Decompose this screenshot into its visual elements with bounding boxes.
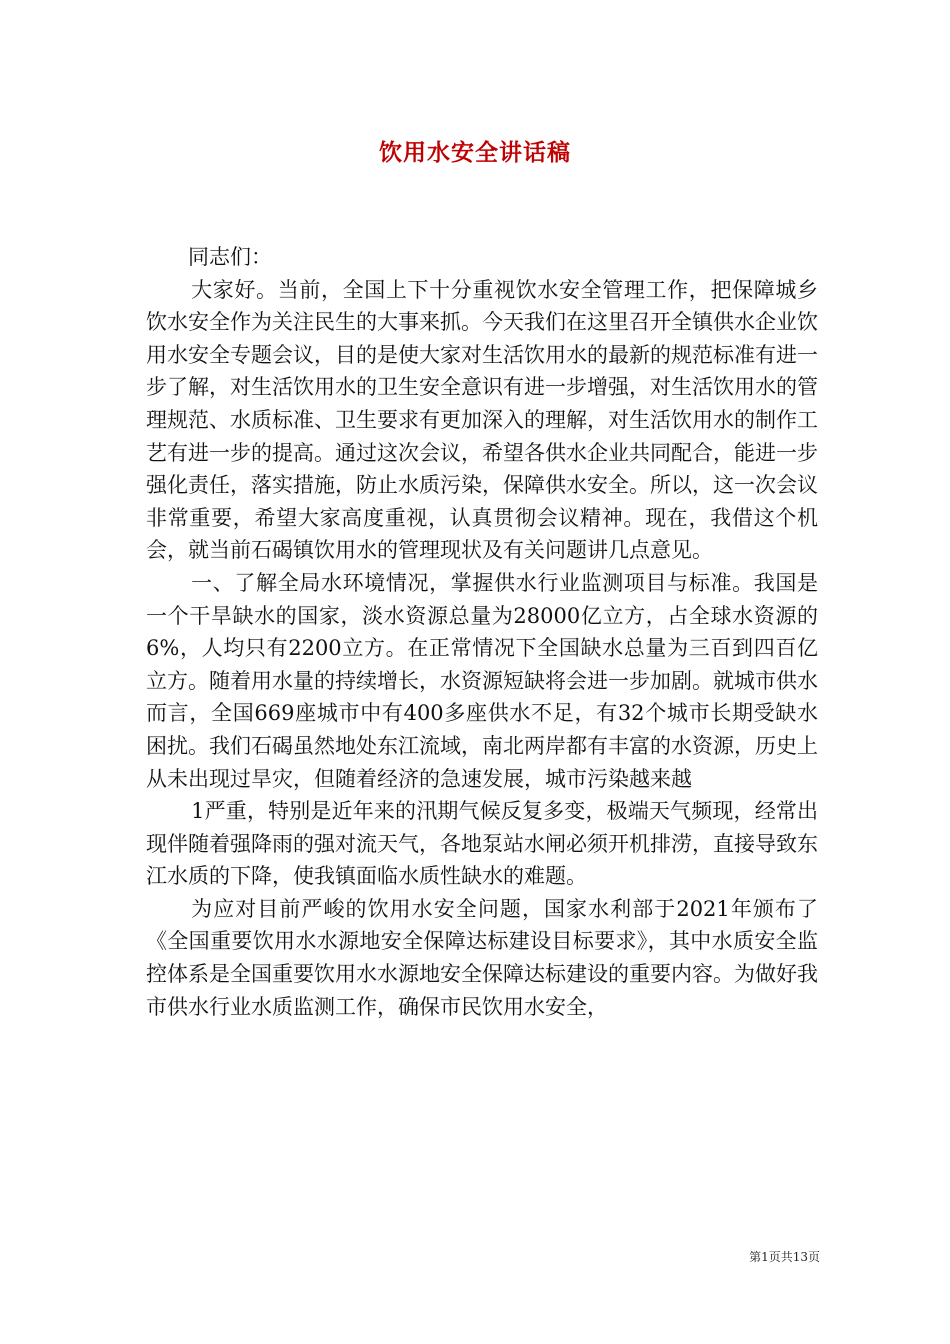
continuation-paragraph: 1严重，特别是近年来的汛期气候反复多变，极端天气频现，经常出现伴随着强降雨的强对流天气，各地泵站水闸必须开机排涝，直接导致东江水质的下降，使我镇面临水质性缺水的难题。 xyxy=(146,799,818,889)
document-body xyxy=(146,241,818,1023)
section-one-paragraph: 一、了解全局水环境情况，掌握供水行业监测项目与标准。我国是一个干旱缺水的国家，淡水资源总量为28000亿立方，占全球水资源的6%，人均只有2200立方。在正常情况下全国缺水总量为三百到四百亿立方。随着用水量的持续增长，水资源短缺将会进一步加剧。就城市供水而言，全国669座城市中有400多座供水不足，有32个城市长期受缺水困扰。我们石碣虽然地处东江流域，南北两岸都有丰富的水资源，历史上从未出现过旱灾，但随着经济的急速发展，城市污染越来越 xyxy=(146,570,818,791)
policy-paragraph: 为应对目前严峻的饮用水安全问题，国家水利部于2021年颁布了《全国重要饮用水水源地安全保障达标建设目标要求》，其中水质安全监控体系是全国重要饮用水水源地安全保障达标建设的重要内容。为做好我市供水行业水质监测工作，确保市民饮用水安全， xyxy=(146,896,818,1019)
intro-paragraph: 大家好。当前，全国上下十分重视饮水安全管理工作，把保障城乡饮水安全作为关注民生的大事来抓。今天我们在这里召开全镇供水企业饮用水安全专题会议，目的是使大家对生活饮用水的最新的规范标准有进一步了解，对生活饮用水的卫生安全意识有进一步增强，对生活饮用水的管理规范、水质标准、卫生要求有更加深入的理解，对生活饮用水的制作工艺有进一步的提高。通过这次会议，希望各供水企业共同配合，能进一步强化责任，落实措施，防止水质污染，保障供水安全。所以，这一次会议非常重要，希望大家高度重视，认真贯彻会议精神。现在，我借这个机会，就当前石碣镇饮用水的管理现状及有关问题讲几点意见。 xyxy=(146,277,818,563)
page-number-footer: 第1页共13页 xyxy=(749,1250,820,1264)
salutation-paragraph: 同志们： xyxy=(188,245,272,269)
document-title: 饮用水安全讲话稿 xyxy=(379,139,571,166)
